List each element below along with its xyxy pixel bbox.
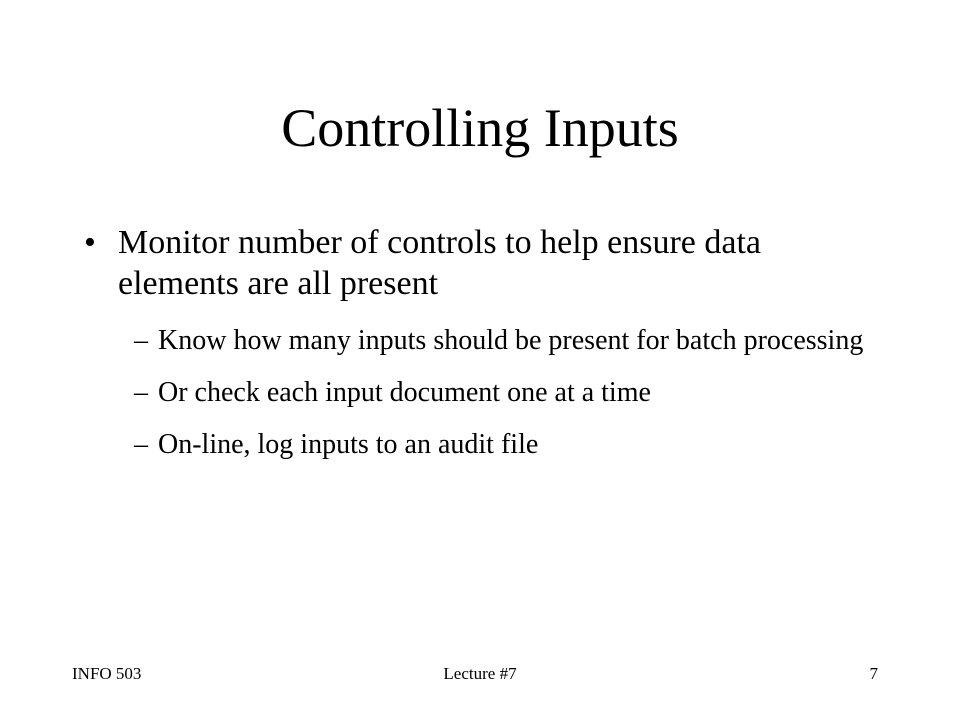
sub-bullet-marker: – — [134, 429, 148, 460]
sub-bullet-text: Or check each input document one at a time — [158, 377, 651, 408]
sub-bullet-item — [134, 426, 864, 464]
sub-bullet-marker: – — [134, 377, 148, 408]
footer-lecture: Lecture #7 — [443, 664, 517, 683]
sub-bullet-text: On-line, log inputs to an audit file — [158, 429, 539, 460]
sub-bullet-list — [134, 322, 864, 464]
sub-bullet-item — [134, 322, 864, 360]
sub-bullet-marker: – — [134, 325, 148, 356]
slide-title: Controlling Inputs — [281, 98, 679, 158]
bullet-list — [84, 222, 864, 478]
sub-bullet-item — [134, 374, 864, 412]
sub-bullet-text: Know how many inputs should be present for batch processing — [158, 325, 864, 356]
footer-page-number: 7 — [869, 664, 878, 683]
bullet-text: Monitor number of controls to help ensure data elements are all present — [118, 224, 762, 302]
footer-course: INFO 503 — [72, 664, 142, 683]
bullet-item — [84, 222, 864, 304]
bullet-marker: • — [84, 224, 96, 261]
